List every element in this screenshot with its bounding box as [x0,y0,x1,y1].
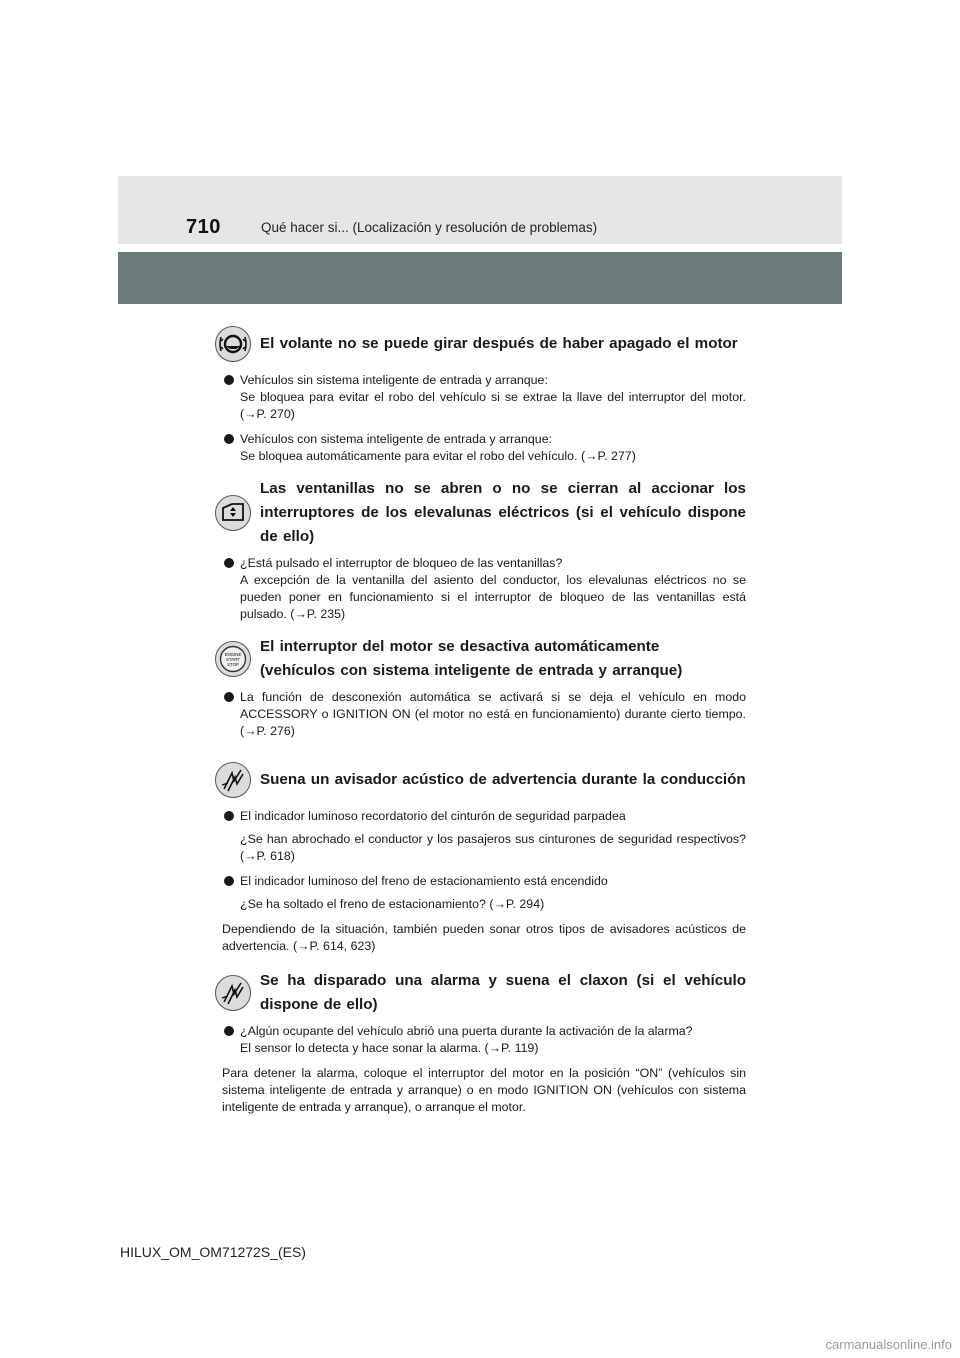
section-title: Suena un avisador acústico de advertencia durante la conducción [260,771,746,788]
bullet-text: ¿Se ha soltado el freno de estacionamiento? (→P. 294) [240,897,545,911]
bullet-text: La función de desconexión automática se activará si se deja el vehículo en modo ACCESSORY o IGNITION ON (el motor no está en funcionamiento) durante cierto tiempo. (→P. 276) [240,690,746,738]
note-paragraph: Para detener la alarma, coloque el interruptor del motor en la posición “ON” (vehículos sin sistema inteligente de entrada y arranque) o en modo IGNITION ON (vehículos con sistema inteligente de entrada y arranque), o arranque el motor. [222,1066,746,1114]
list-item [222,689,746,740]
section-windows [222,477,746,623]
svg-text:ENGINE: ENGINE [224,652,242,657]
section-title [260,635,682,683]
svg-text:STOP: STOP [227,662,239,667]
section-title: El volante no se puede girar después de haber apagado el motor [260,335,738,352]
bullet-title: El indicador luminoso recordatorio del cinturón de seguridad parpadea [240,809,626,823]
list-item [222,808,746,865]
list-item [222,431,746,465]
alarm-horn-icon [214,974,252,1012]
bullet-title: ¿Está pulsado el interruptor de bloqueo de las ventanillas? [240,556,563,570]
bullet-title: ¿Algún ocupante del vehículo abrió una puerta durante la activación de la alarma? [240,1024,693,1038]
watermark: carmanualsonline.info [825,1337,952,1352]
bullet-text: El sensor lo detecta y hace sonar la alarma. (→P. 119) [240,1041,539,1055]
section-heading [222,635,746,683]
chapter-band [118,252,842,304]
list-item [222,1023,746,1057]
engine-start-stop-icon [214,640,252,678]
bullet-title: Vehículos sin sistema inteligente de entrada y arranque: [240,373,548,387]
page-content [222,322,746,1124]
bullet-title: Vehículos con sistema inteligente de entrada y arranque: [240,432,553,446]
section-alarm [222,969,746,1116]
bullet-text: Se bloquea automáticamente para evitar el robo del vehículo. (→P. 277) [240,449,636,463]
section-heading [222,758,746,802]
section-heading [222,477,746,549]
document-code: HILUX_OM_OM71272S_(ES) [120,1244,306,1260]
list-item [222,873,746,913]
buzzer-alert-icon [214,761,252,799]
section-heading [222,969,746,1017]
page-number: 710 [186,216,221,238]
bullet-text: A excepción de la ventanilla del asiento del conductor, los elevalunas eléctricos no se pueden poner en funcionamiento si el interruptor de bloqueo de las ventanillas está pulsado. (→P. 235) [240,573,746,621]
section-buzzer [222,758,746,955]
section-title: Las ventanillas no se abren o no se cierran al accionar los interruptores de los elevalunas eléctricos (si el vehículo dispone de ello) [260,480,746,545]
svg-text:START: START [226,657,240,662]
title-line: (vehículos con sistema inteligente de entrada y arranque) [260,662,683,679]
window-switch-icon [214,494,252,532]
section-title: Se ha disparado una alarma y suena el claxon (si el vehículo dispone de ello) [260,972,746,1013]
running-title: Qué hacer si... (Localización y resolución de problemas) [261,220,598,235]
section-engine [222,635,746,740]
list-item [222,372,746,423]
section-heading [222,322,746,366]
bullet-title: El indicador luminoso del freno de estacionamiento está encendido [240,874,608,888]
note-paragraph: Dependiendo de la situación, también pueden sonar otros tipos de avisadores acústicos de advertencia. (→P. 614, 623) [222,922,746,953]
section-steering [222,322,746,465]
list-item [222,555,746,623]
bullet-text: Se bloquea para evitar el robo del vehículo si se extrae la llave del interruptor del motor. (→P. 270) [240,390,746,421]
title-line: El interruptor del motor se desactiva automáticamente [260,638,660,655]
bullet-text: ¿Se han abrochado el conductor y los pasajeros sus cinturones de seguridad respectivos? (→P. 618) [240,832,746,863]
steering-lock-icon [214,325,252,363]
